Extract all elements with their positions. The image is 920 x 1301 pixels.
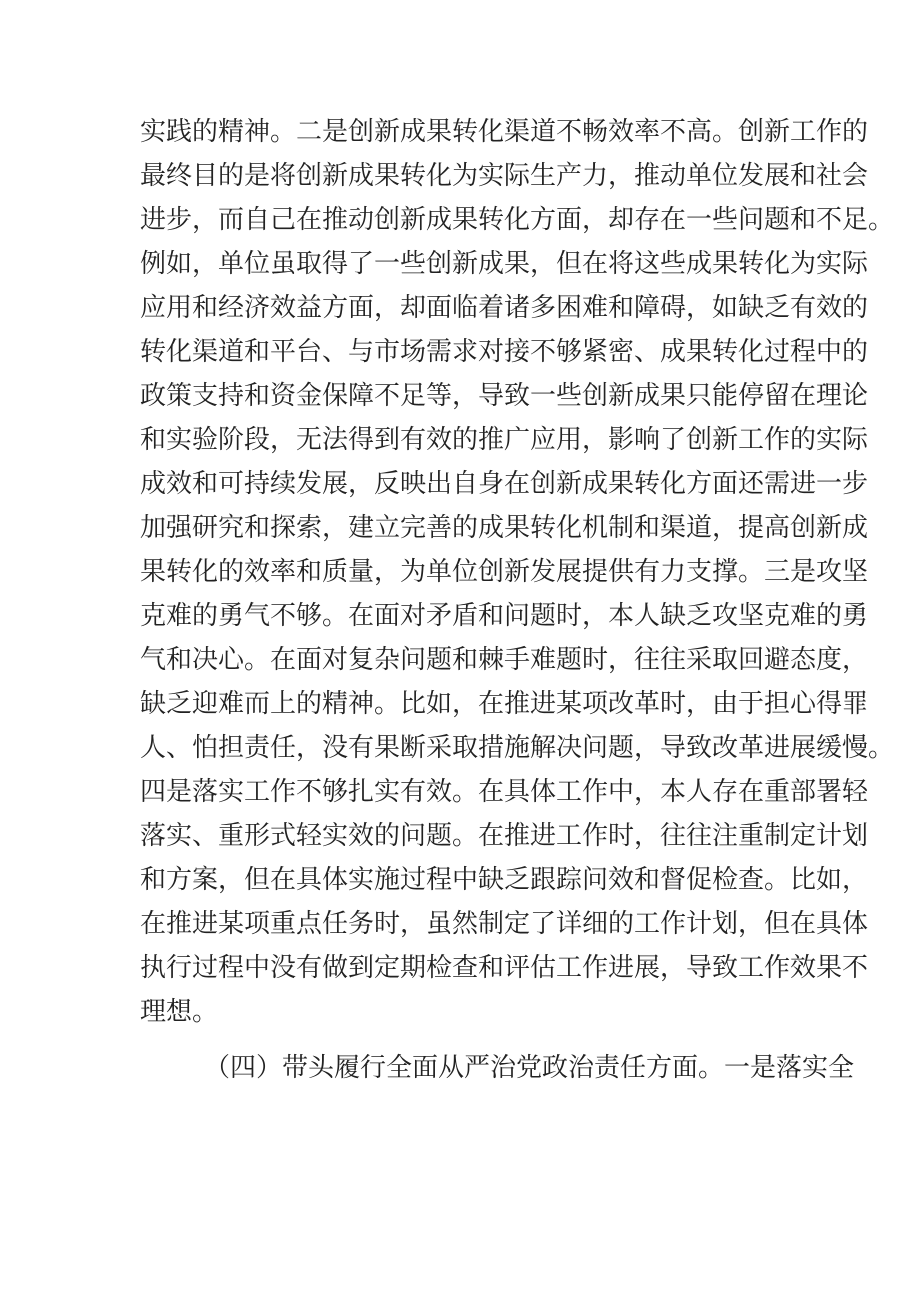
text-line: 转化渠道和平台、与市场需求对接不够紧密、成果转化过程中的 [140,337,869,367]
text-line: 气和决心。在面对复杂问题和棘手难题时，往往采取回避态度， [140,645,869,675]
paragraph [140,110,895,1034]
paragraph [140,1046,855,1090]
document-body [140,110,895,1090]
text-line: 落实、重形式轻实效的问题。在推进工作时，往往注重制定计划 [140,821,869,851]
text-line: 和方案，但在具体实施过程中缺乏跟踪问效和督促检查。比如， [140,865,869,895]
text-line: 和实验阶段，无法得到有效的推广应用，影响了创新工作的实际 [140,425,869,455]
text-line: 人、怕担责任，没有果断采取措施解决问题，导致改革进展缓慢。 [140,733,895,763]
section-heading-line: （四）带头履行全面从严治党政治责任方面。一是落实全 [204,1053,855,1083]
text-line: 果转化的效率和质量，为单位创新发展提供有力支撑。三是攻坚 [140,557,869,587]
text-line: 政策支持和资金保障不足等，导致一些创新成果只能停留在理论 [140,381,869,411]
text-line: 实践的精神。二是创新成果转化渠道不畅效率不高。创新工作的 [140,117,869,147]
text-line: 例如，单位虽取得了一些创新成果，但在将这些成果转化为实际 [140,249,869,279]
text-line: 加强研究和探索，建立完善的成果转化机制和渠道，提高创新成 [140,513,869,543]
text-line: 最终目的是将创新成果转化为实际生产力，推动单位发展和社会 [140,161,869,191]
text-line: 理想。 [140,997,219,1027]
text-line: 克难的勇气不够。在面对矛盾和问题时，本人缺乏攻坚克难的勇 [140,601,869,631]
text-line: 成效和可持续发展，反映出自身在创新成果转化方面还需进一步 [140,469,869,499]
text-line: 应用和经济效益方面，却面临着诸多困难和障碍，如缺乏有效的 [140,293,869,323]
paragraph-spacer [140,1034,785,1046]
text-line: 缺乏迎难而上的精神。比如，在推进某项改革时，由于担心得罪 [140,689,869,719]
text-line: 在推进某项重点任务时，虽然制定了详细的工作计划，但在具体 [140,909,869,939]
text-line: 执行过程中没有做到定期检查和评估工作进展，导致工作效果不 [140,953,869,983]
text-line: 四是落实工作不够扎实有效。在具体工作中，本人存在重部署轻 [140,777,869,807]
text-line: 进步，而自己在推动创新成果转化方面，却存在一些问题和不足。 [140,205,895,235]
